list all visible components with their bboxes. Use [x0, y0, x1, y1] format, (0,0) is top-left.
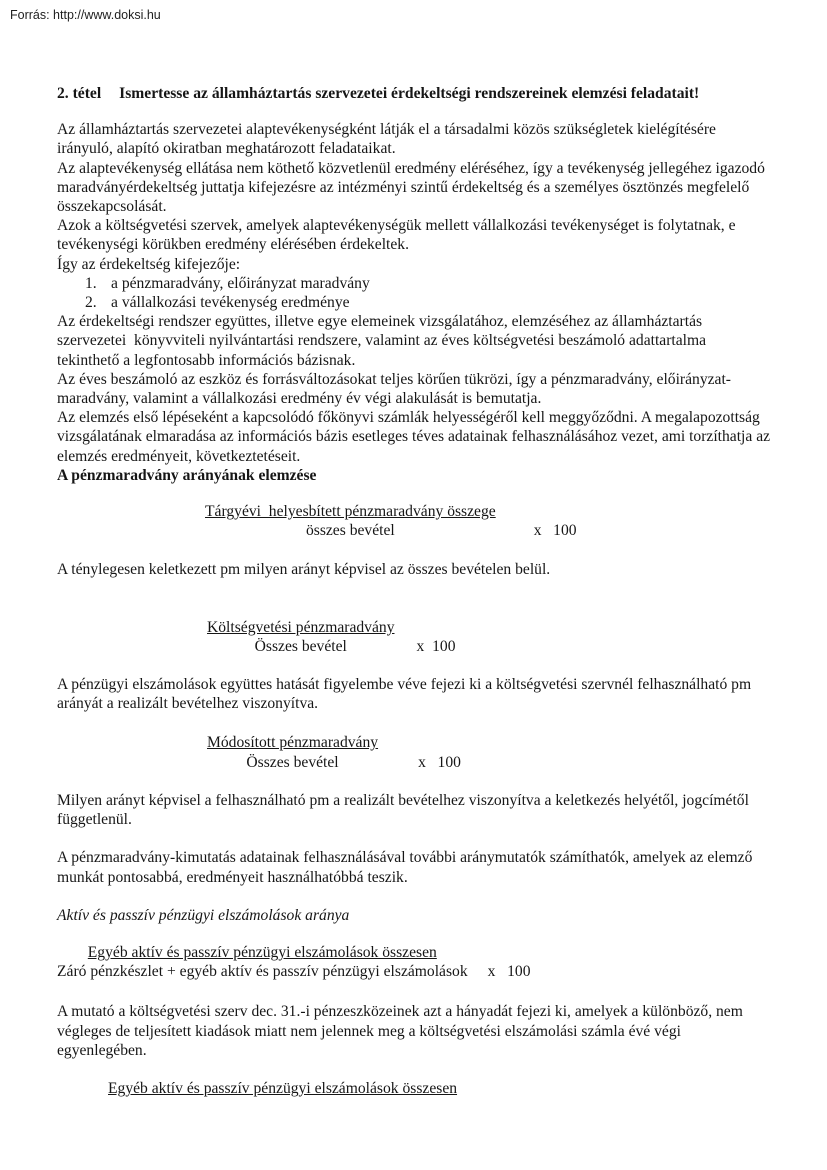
source-note: Forrás: http://www.doksi.hu [10, 8, 161, 22]
trailing-formula-numerator: Egyéb aktív és passzív pénzügyi elszámolások összesen [108, 1079, 458, 1097]
page-title [57, 84, 772, 103]
list-text: a pénzmaradvány, előirányzat maradvány [111, 274, 370, 292]
formula-ratio [207, 618, 772, 656]
fraction [207, 733, 378, 771]
list-item [85, 274, 772, 293]
fraction [57, 943, 468, 981]
paragraph: Az éves beszámoló az eszköz és forrásváltozásokat teljes körűen tükrözi, így a pénzmaradvány, előirányzat-maradvány, valamint a vállalkozási eredmény év végi alakulását is bemutatja. [57, 370, 731, 408]
formula-denominator: Záró pénzkészlet + egyéb aktív és passzív pénzügyi elszámolások [57, 963, 468, 981]
paragraph: Az államháztartás szervezetei alaptevékenységként látják el a társadalmi közös szükségletek kielégítésére irányuló, alapító okiratban meghatározott feladataikat. [57, 121, 720, 158]
formula-numerator: Módosított pénzmaradvány [207, 734, 379, 752]
formula-denominator: Összes bevétel [246, 753, 339, 771]
formula-multiplier: x 100 [416, 637, 456, 655]
formula-numerator: Tárgyévi helyesbített pénzmaradvány összege [205, 503, 496, 521]
paragraph: Az alaptevékenység ellátása nem köthető közvetlenül eredmény eléréséhez, így a tevékenység jellegéhez igazodó maradványérdekeltség juttatja kifejezésre az intézményi szintű érdekeltség és a személyes ösztönzés megfelelő összekapcsolását. [57, 159, 769, 216]
formula-multiplier: x 100 [487, 963, 531, 981]
formula-ratio [57, 943, 772, 981]
formula-multiplier: x 100 [533, 522, 577, 540]
list-item [85, 293, 772, 312]
formula-numerator: Költségvetési pénzmaradvány [207, 618, 395, 636]
section-heading-italic: Aktív és passzív pénzügyi elszámolások aránya [57, 906, 350, 924]
formula-denominator: Összes bevétel [254, 637, 347, 655]
formula-ratio [207, 733, 772, 771]
title-text: Ismertesse az államháztartás szervezetei érdekeltségi rendszereinek elemzési feladatait! [119, 85, 700, 102]
list-intro: Így az érdekeltség kifejezője: [57, 255, 241, 273]
paragraph: Az elemzés első lépéseként a kapcsolódó főkönyvi számlák helyességéről kell meggyőződni. A megalapozottság vizsgálatának elmaradása az információs bázis esetleges téves adatainak felhasználásához vezet, ami torzíthatja az elemzés eredményeit, következtetéseit. [57, 409, 774, 465]
paragraph: Az érdekeltségi rendszer együttes, illetve egye elemeinek vizsgálatához, elemzéséhez az államháztartás szervezetei könyvviteli nyilvántartási rendszere, valamint az éves költségvetési beszámoló adattartalma tekinthető a legfontosabb információs bázisnak. [57, 313, 710, 369]
section-heading-bold: A pénzmaradvány arányának elemzése [57, 466, 317, 484]
formula-numerator: Egyéb aktív és passzív pénzügyi elszámolások összesen [87, 943, 437, 961]
list-number: 1. [85, 274, 97, 292]
formula-caption: Milyen arányt képvisel a felhasználható pm a realizált bevételhez viszonyítva a keletkezés helyétől, jogcímétől függetlenül. [57, 791, 749, 829]
title-number: 2. tétel [57, 85, 102, 102]
list-number: 2. [85, 294, 97, 312]
formula-caption: A ténylegesen keletkezett pm milyen arányt képvisel az összes bevételen belül. [57, 561, 551, 579]
fraction [207, 618, 395, 656]
formula-caption: A pénzügyi elszámolások együttes hatását figyelembe véve fejezi ki a költségvetési szervnél felhasználható pm arányát a realizált bevételhez viszonyítva. [57, 676, 752, 713]
formula-denominator: összes bevétel [305, 522, 395, 540]
note-paragraph: A pénzmaradvány-kimutatás adatainak felhasználásával további aránymutatók számíthatók, amelyek az elemző munkát pontosabbá, eredményeit használhatóbbá teszik. [57, 849, 753, 886]
formula-ratio [205, 502, 772, 540]
fraction [205, 502, 496, 540]
formula-multiplier: x 100 [418, 753, 461, 771]
list-text: a vállalkozási tevékenység eredménye [111, 294, 350, 312]
paragraph: Azok a költségvetési szervek, amelyek alaptevékenységük mellett vállalkozási tevékenységet is folytatnak, e tevékenységi körükben eredmény elérésében érdekeltek. [57, 217, 740, 254]
formula-caption: A mutató a költségvetési szerv dec. 31.-i pénzeszközeinek azt a hányadát fejezi ki, amelyek a különböző, nem végleges de teljesített kiadások miatt nem jelennek meg a költségvetési elszámolási számla évé végi egyenlegében. [57, 1003, 743, 1059]
